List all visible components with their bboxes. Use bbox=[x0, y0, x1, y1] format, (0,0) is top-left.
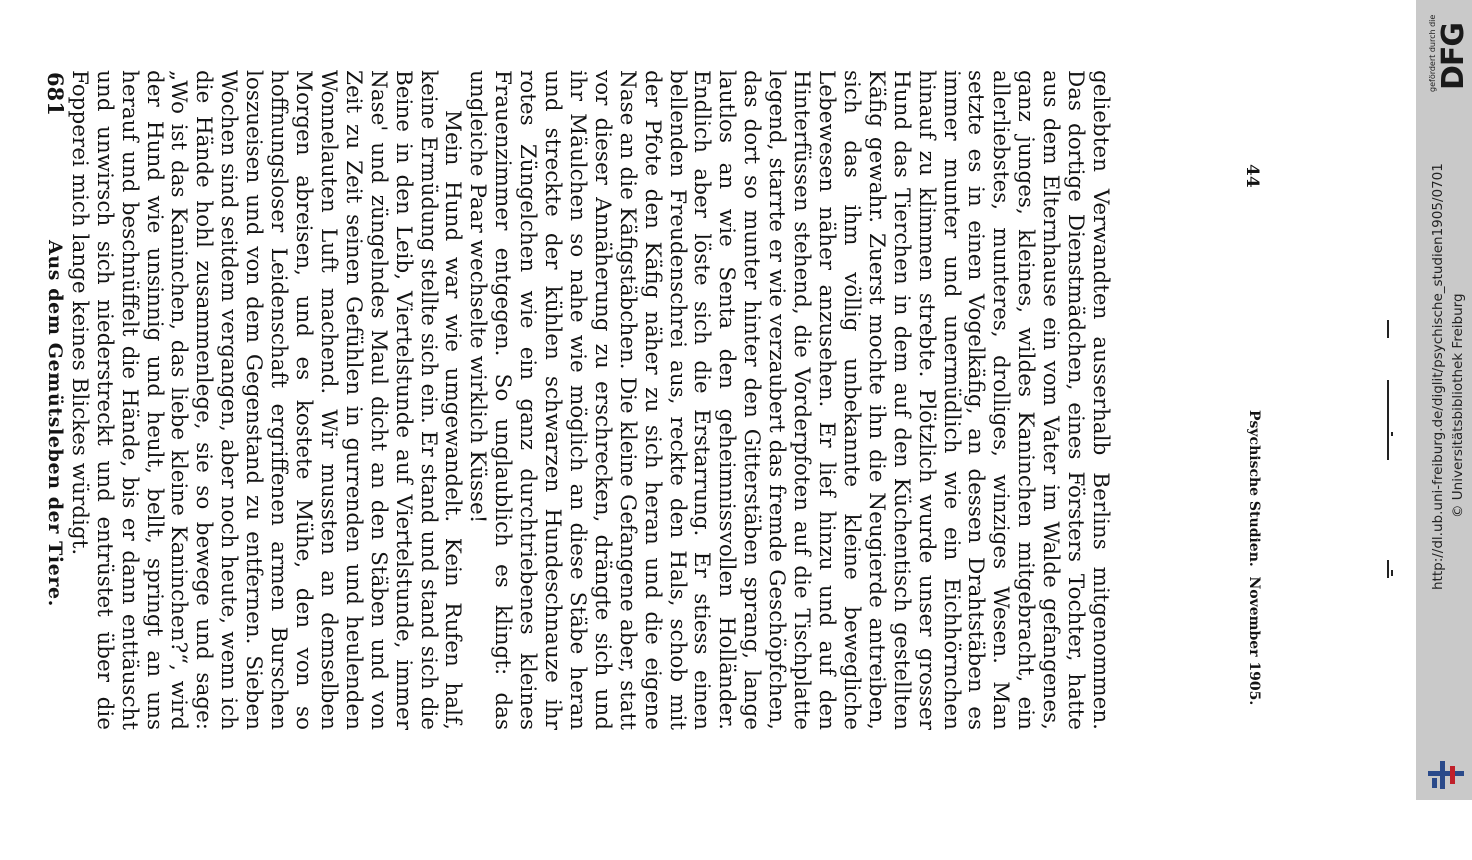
source-url-link[interactable]: http://dl.ub.uni-freiburg.de/diglit/psychische_studien1905/0701 bbox=[1430, 163, 1446, 590]
running-title-text: Aus dem Gemütsleben der Tiere. bbox=[44, 240, 66, 607]
journal-footer: Psychische Studien. November 1905. bbox=[1246, 410, 1262, 706]
library-band bbox=[1416, 0, 1472, 800]
page-number-text: 681 bbox=[43, 72, 68, 116]
dfg-funding-note: gefördert durch die bbox=[1428, 14, 1437, 92]
university-library-icon bbox=[1426, 758, 1466, 792]
scan-marks-2 bbox=[1391, 420, 1395, 580]
dfg-logo bbox=[1422, 12, 1471, 92]
signature-mark: 44 bbox=[1242, 164, 1262, 188]
dfg-wordmark: DFG bbox=[1436, 22, 1471, 90]
copyright-notice: © Universitätsbibliothek Freiburg bbox=[1450, 293, 1466, 518]
header-rotator bbox=[28, 72, 68, 772]
paragraph-1: geliebten Verwandten ausserhalb Berlins mitgenommen. Das dortige Dienstmädchen, eines Försters Tochter, hatte aus dem Elternhause ein vom Vater im Walde gefangenes, ganz junges, kleines, wildes Kaninchen mitgebracht, ein allerliebstes, munteres, drolliges, winziges Wesen. Man setzte es in einen Vogelkäfig, an dessen Drahtstäben es immer munter und unermüdlich wie ein Eichhörnchen hinauf zu klimmen strebte. Plötzlich wurde unser grosser Hund das Tierchen in dem auf den Küchentisch gestellten Käfig gewahr. Zuerst mochte ihn die Neugierde antreiben, sich das ihm völlig unbekannte kleine bewegliche Lebewesen näher anzusehen. Er lief hinzu und auf den Hinterfüssen stehend, die Vorderpfoten auf die Tischplatte legend, starrte er wie verzaubert das fremde Geschöpfchen, das dort so munter hinter den Gitterstäben sprang, lange lautlos an wie Senta den geheimnissvollen Holländer. Endlich aber löste sich die Erstarrung. Er stiess einen bellenden Freudenschrei aus, reckte den Hals, schob mit der Pfote den Käfig näher zu sich heran und die eigene Nase an die Käfigstäbchen. Die kleine Gefangene aber, statt vor dieser Annäherung zu erschrecken, drängte sich und ihr Mäulchen so nahe wie möglich an diese Stäbe heran und streckte der kühlen schwarzen Hundeschnauze ihr rotes Züngelchen wie ein ganz durchtriebenes kleines Frauenzimmer entgegen. So unglaublich es klingt: das ungleiche Paar wechselte wirklich Küsse! bbox=[465, 70, 1113, 730]
footer-rotator bbox=[1232, 160, 1262, 860]
text-rotator bbox=[0, 70, 1112, 730]
band-text bbox=[1416, 0, 1472, 780]
paragraph-2: Mein Hund war wie umgewandelt. Kein Rufen half, keine Ermüdung stellte sich ein. Er stand und stand sich die Beine in den Leib, Viertelstunde auf Viertelstunde, immer Nase' und züngelndes Maul dicht an den Stäben und von Zeit zu Zeit seinen Gefühlen in gurrenden und heulenden Wonnelauten Luft machend. Wir mussten an demselben Morgen abreisen, und es kostete Mühe, den von so hoffnungsloser Leidenschaft ergriffenen armen Burschen loszueisen und von dem Gegenstand zu entfernen. Sieben Wochen sind seitdem vergangen, aber noch heute, wenn ich die Hände hohl zusammenlege, sie so bewege und sage: „Wo ist das Kaninchen, das liebe kleine Kaninchen?“, wird der Hund wie unsinnig und heult, bellt, springt an uns herauf und beschnüffelt die Hände, bis er dann enttäuscht und unwirsch sich niederstreckt und entrüstet über die Fopperei mich lange keines Blickes würdigt. bbox=[66, 70, 466, 730]
